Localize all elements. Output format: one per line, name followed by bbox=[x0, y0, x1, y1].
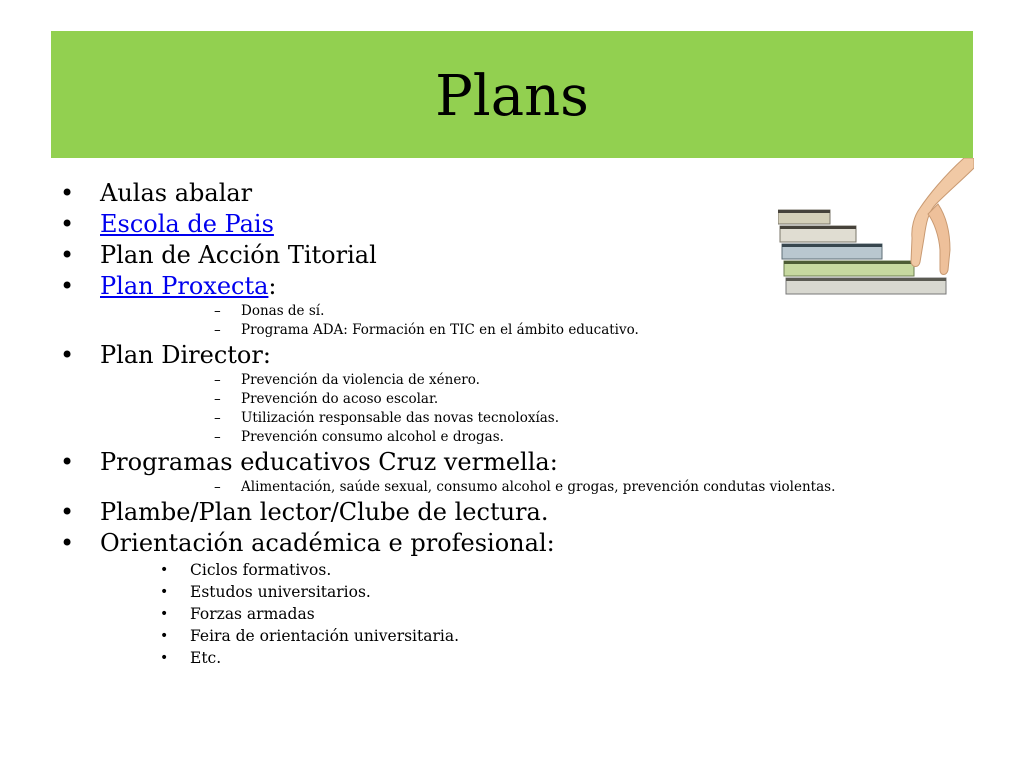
sub-list-item bbox=[60, 603, 960, 625]
dash-marker: – bbox=[214, 372, 221, 388]
list-item bbox=[60, 240, 960, 271]
sub-item-text: Etc. bbox=[190, 649, 222, 667]
sub-item-text: Utilización responsable das novas tecnoloxías. bbox=[241, 410, 560, 426]
sub-item-text: Estudos universitarios. bbox=[190, 583, 371, 601]
list-item bbox=[60, 271, 960, 302]
dash-marker: – bbox=[214, 322, 221, 338]
bullet-marker: • bbox=[60, 448, 75, 476]
bullet-marker: • bbox=[160, 628, 169, 644]
dash-marker: – bbox=[214, 303, 221, 319]
sub-item-text: Alimentación, saúde sexual, consumo alcohol e grogas, prevención condutas violentas. bbox=[241, 479, 836, 495]
bullet-marker: • bbox=[160, 584, 169, 600]
bullet-marker: • bbox=[60, 179, 75, 207]
sub-list-item bbox=[60, 581, 960, 603]
bullet-marker: • bbox=[60, 210, 75, 238]
sub-list-item bbox=[60, 625, 960, 647]
sub-list-item bbox=[60, 302, 960, 321]
bullet-list bbox=[60, 178, 960, 669]
bullet-marker: • bbox=[160, 562, 169, 578]
plan-proxecta-link[interactable]: Plan Proxecta bbox=[100, 272, 269, 300]
dash-marker: – bbox=[214, 429, 221, 445]
sub-item-text: Prevención do acoso escolar. bbox=[241, 391, 439, 407]
item-orientacion: Orientación académica e profesional: bbox=[100, 529, 555, 557]
list-item bbox=[60, 447, 960, 478]
list-item bbox=[60, 497, 960, 528]
sub-list-item bbox=[60, 559, 960, 581]
sub-list-item bbox=[60, 409, 960, 428]
sub-list-item bbox=[60, 478, 960, 497]
list-item bbox=[60, 528, 960, 559]
item-plambe: Plambe/Plan lector/Clube de lectura. bbox=[100, 498, 549, 526]
sub-item-text: Feira de orientación universitaria. bbox=[190, 627, 460, 645]
bullet-marker: • bbox=[60, 272, 75, 300]
sub-list-item bbox=[60, 321, 960, 340]
sub-list-item bbox=[60, 647, 960, 669]
bullet-marker: • bbox=[60, 241, 75, 269]
dash-marker: – bbox=[214, 410, 221, 426]
escola-de-pais-link[interactable]: Escola de Pais bbox=[100, 210, 274, 238]
sub-item-text: Donas de sí. bbox=[241, 303, 325, 319]
bullet-marker: • bbox=[160, 650, 169, 666]
dash-marker: – bbox=[214, 391, 221, 407]
sub-item-text: Programa ADA: Formación en TIC en el ámbito educativo. bbox=[241, 322, 639, 338]
item-aulas-abalar: Aulas abalar bbox=[100, 179, 253, 207]
slide-title: Plans bbox=[435, 64, 589, 129]
list-item bbox=[60, 209, 960, 240]
item-plan-titorial: Plan de Acción Titorial bbox=[100, 241, 377, 269]
sub-item-text: Ciclos formativos. bbox=[190, 561, 332, 579]
list-item bbox=[60, 340, 960, 371]
sub-item-text: Prevención da violencia de xénero. bbox=[241, 372, 480, 388]
bullet-marker: • bbox=[60, 529, 75, 557]
sub-item-text: Forzas armadas bbox=[190, 605, 315, 623]
bullet-marker: • bbox=[60, 341, 75, 369]
dash-marker: – bbox=[214, 479, 221, 495]
bullet-marker: • bbox=[160, 606, 169, 622]
item-plan-director: Plan Director: bbox=[100, 341, 271, 369]
sub-list-item bbox=[60, 390, 960, 409]
list-item bbox=[60, 178, 960, 209]
item-cruz-vermella: Programas educativos Cruz vermella: bbox=[100, 448, 558, 476]
colon: : bbox=[268, 272, 277, 300]
sub-list-item bbox=[60, 428, 960, 447]
sub-item-text: Prevención consumo alcohol e drogas. bbox=[241, 429, 504, 445]
sub-list-item bbox=[60, 371, 960, 390]
bullet-marker: • bbox=[60, 498, 75, 526]
